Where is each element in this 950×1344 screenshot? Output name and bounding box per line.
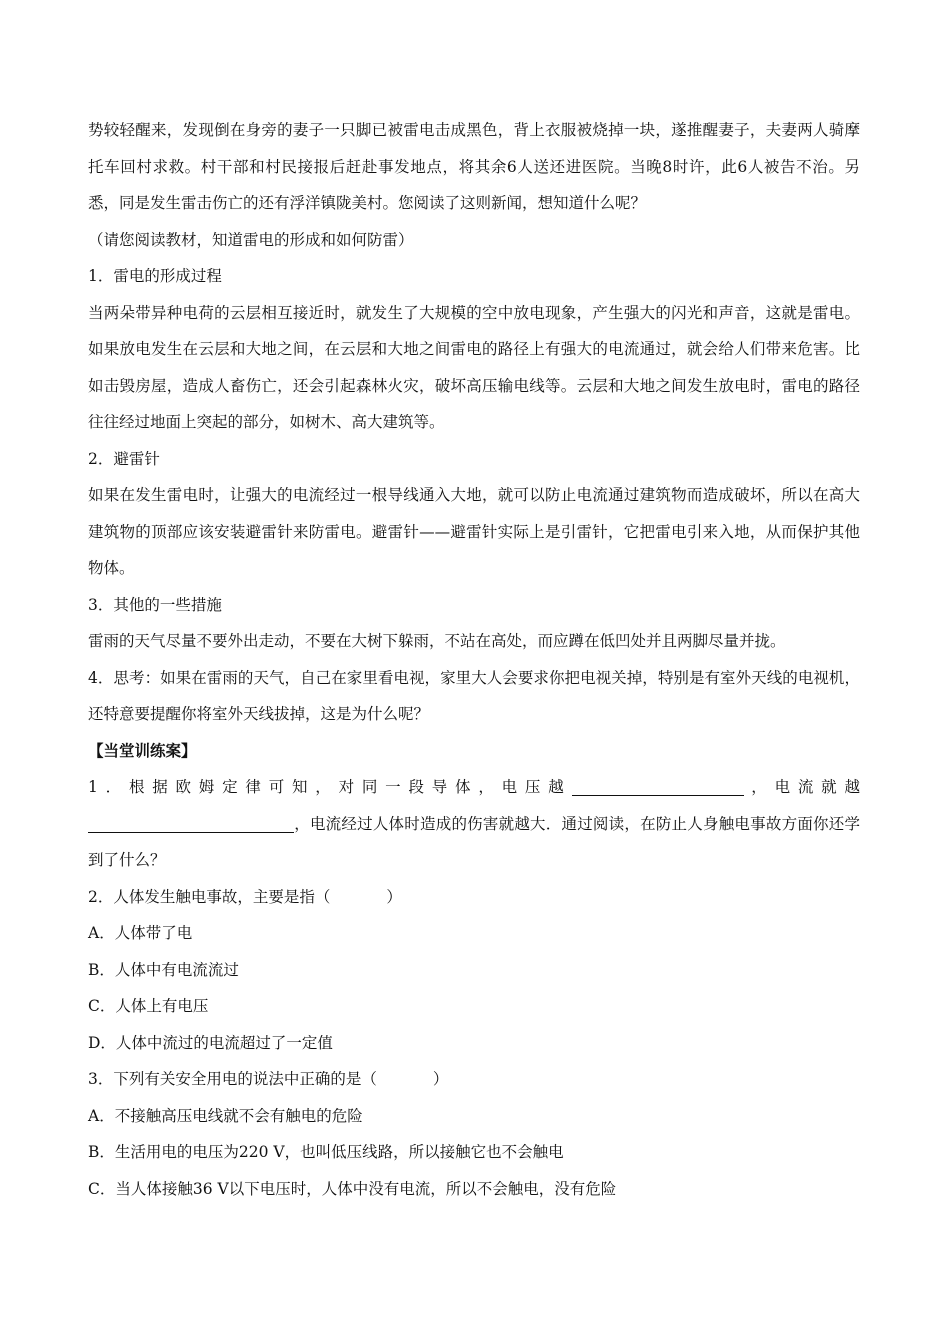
option-3b: B．生活用电的电压为220 V，也叫低压线路，所以接触它也不会触电 (88, 1143, 564, 1161)
option-2b: B．人体中有电流流过 (88, 960, 239, 979)
option-2c: C．人体上有电压 (88, 997, 209, 1015)
section-body-lightning-rod: 如果在发生雷电时，让强大的电流经过一根导线通入大地，就可以防止电流通过建筑物而造成破坏，所以在高大建筑物的顶部应该安装避雷针来防雷电。避雷针——避雷针实际上是引雷针，它把雷电引来入地，从而保护其他物体。 (88, 486, 860, 577)
reading-tip: （请您阅读教材，知道雷电的形成和如何防雷） (88, 230, 414, 249)
think-question: 4．思考：如果在雷雨的天气，自己在家里看电视，家里大人会要求你把电视关掉，特别是有室外天线的电视机，还特意要提醒你将室外天线拔掉，这是为什么呢？ (88, 668, 860, 723)
question-2-close-paren: ） (386, 887, 402, 906)
option-2a: A．人体带了电 (88, 924, 193, 942)
section-heading-other-measures: 3．其他的一些措施 (88, 595, 222, 614)
section-heading-lightning-rod: 2．避雷针 (88, 449, 160, 468)
question-2-stem-text: 2．人体发生触电事故，主要是指（ (88, 887, 331, 906)
question-2-stem (88, 879, 860, 916)
section-heading-lightning-formation: 1．雷电的形成过程 (88, 267, 222, 285)
document-page (88, 112, 860, 1207)
section-body-other-measures: 雷雨的天气尽量不要外出走动，不要在大树下躲雨，不站在高处，而应蹲在低凹处并且两脚尽量并拢。 (88, 632, 786, 650)
section-body-lightning-formation: 当两朵带异种电荷的云层相互接近时，就发生了大规模的空中放电现象，产生强大的闪光和声音，这就是雷电。如果放电发生在云层和大地之间，在云层和大地之间雷电的路径上有强大的电流通过，就会给人们带来危害。比如击毁房屋，造成人畜伤亡，还会引起森林火灾，破坏高压输电线等。云层和大地之间发生放电时，雷电的路径往往经过地面上突起的部分，如树木、高大建筑等。 (88, 303, 860, 431)
option-2d: D．人体中流过的电流超过了一定值 (88, 1033, 333, 1052)
question-1 (88, 769, 860, 879)
question-1-text-b: ，电流就越 (743, 778, 860, 796)
answer-blank-1[interactable] (572, 777, 744, 796)
practice-title: 【当堂训练案】 (88, 740, 197, 760)
question-3-stem-text: 3．下列有关安全用电的说法中正确的是（ (88, 1070, 377, 1088)
question-3-close-paren: ） (432, 1070, 449, 1088)
question-1-text-c: ，电流经过人体时造成的伤害就越大．通过阅读，在防止人身触电事故方面你还学到了什么？ (88, 814, 860, 869)
option-3c: C．当人体接触36 V以下电压时，人体中没有电流，所以不会触电，没有危险 (88, 1179, 617, 1198)
news-paragraph: 势较轻醒来，发现倒在身旁的妻子一只脚已被雷电击成黑色，背上衣服被烧掉一块，遂推醒妻子，夫妻两人骑摩托车回村求救。村干部和村民接报后赶赴事发地点，将其余6人送还进医院。当晚8时许，此6人被告不治。另悉，同是发生雷击伤亡的还有浮洋镇陇美村。您阅读了这则新闻，想知道什么呢？ (88, 121, 860, 212)
option-3a: A．不接触高压电线就不会有触电的危险 (88, 1106, 363, 1125)
answer-blank-2[interactable] (88, 814, 294, 833)
question-1-text-a: 1．根据欧姆定律可知，对同一段导体，电压越 (88, 778, 572, 796)
question-3-stem (88, 1061, 860, 1098)
